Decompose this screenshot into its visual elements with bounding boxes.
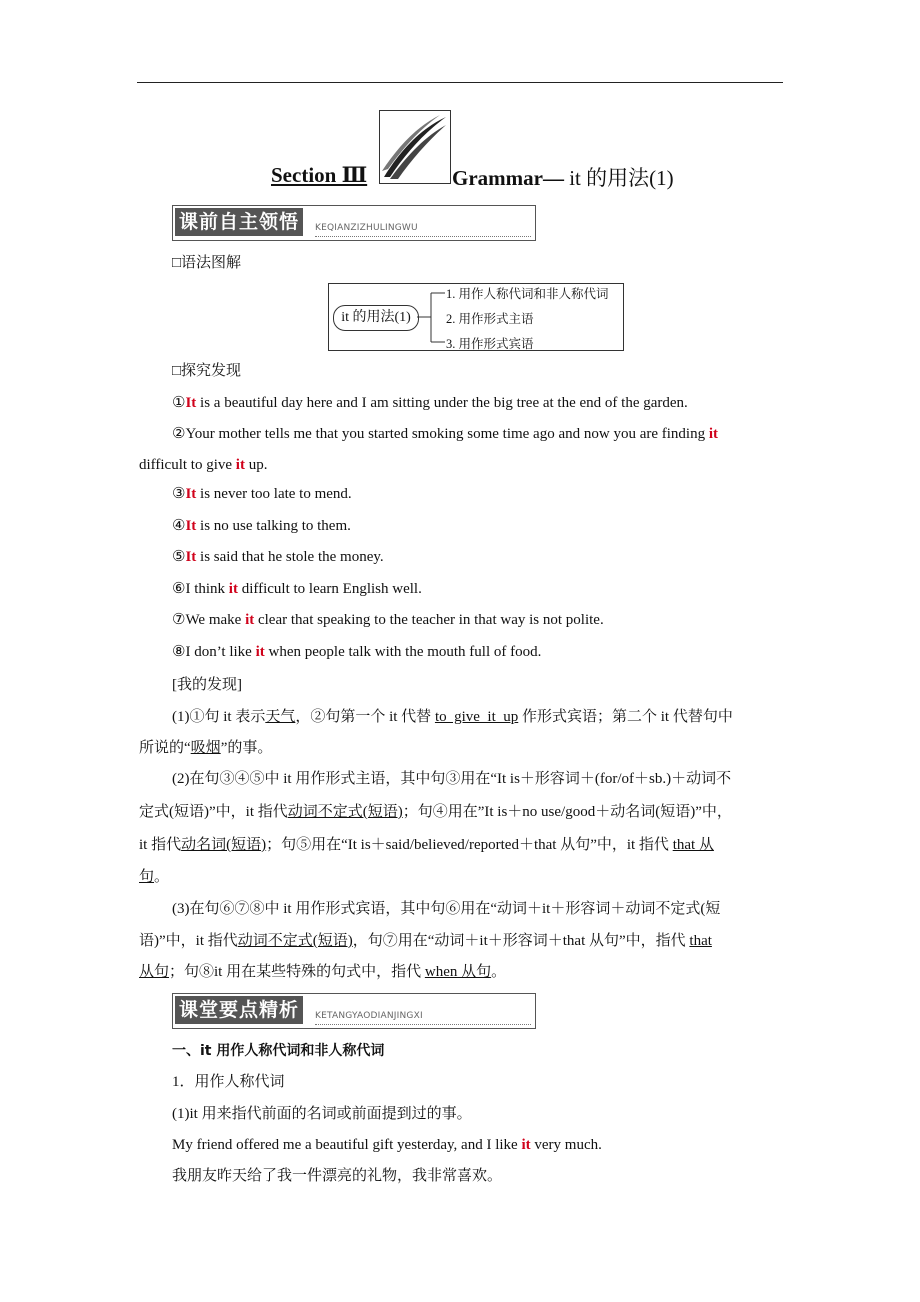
title-section: Section Ⅲ [271, 163, 368, 187]
banner-inclass [172, 993, 536, 1029]
banner-pinyin: KETANGYAODIANJINGXI [315, 1011, 423, 1021]
section-1-heading: 一、it 用作人称代词和非人称代词 [172, 1043, 385, 1059]
discovery-3-line-3: 从句；句⑧it 用在某些特殊的句式中，指代 when 从句。 [139, 964, 507, 980]
sub-1-example: My friend offered me a beautiful gift yesterday, and I like it very much. [172, 1137, 602, 1153]
sub-1-text: (1)it 用来指代前面的名词或前面提到过的事。 [172, 1106, 472, 1122]
banner-label: 课堂要点精析 [175, 996, 303, 1024]
discovery-heading: [我的发现] [172, 677, 242, 693]
banner-dots [315, 1024, 531, 1025]
grammar-diagram-heading: □语法图解 [172, 255, 242, 271]
example-5: ⑤It is said that he stole the money. [172, 549, 384, 565]
discovery-1-line-2: 所说的“吸烟”的事。 [139, 740, 273, 756]
discovery-2-line-1: (2)在句③④⑤中 it 用作形式主语，其中句③用在“It is＋形容词＋(for/of＋sb.)＋动词不 [172, 771, 732, 787]
banner-label: 课前自主领悟 [175, 208, 303, 236]
discovery-3-line-2: 语)”中，it 指代动词不定式(短语)，句⑦用在“动词＋it＋形容词＋that 从句”中，指代 that [139, 933, 712, 949]
discovery-1-line-1: (1)①句 it 表示天气，②句第一个 it 代替 to give it up 作形式宾语；第二个 it 代替句中 [172, 709, 733, 725]
example-2-cont: difficult to give it up. [139, 457, 268, 473]
diagram-branch-1: 1. 用作人称代词和非人称代词 [446, 287, 609, 301]
discovery-2-line-2: 定式(短语)”中，it 指代动词不定式(短语)；句④用在”It is＋no use/good＋动名词(短语)”中， [139, 804, 732, 820]
example-6: ⑥I think it difficult to learn English well. [172, 581, 422, 597]
sub-1-translation: 我朋友昨天给了我一件漂亮的礼物，我非常喜欢。 [172, 1168, 503, 1184]
title-row [137, 108, 783, 188]
grammar-diagram [328, 283, 624, 351]
banner-dots [315, 236, 531, 237]
title-grammar: Grammar— it 的用法(1) [452, 166, 674, 190]
discovery-2-line-4: 句。 [139, 869, 170, 885]
swoosh-logo-image [379, 110, 451, 184]
example-8: ⑧I don’t like it when people talk with the mouth full of food. [172, 644, 542, 660]
diagram-branch-2: 2. 用作形式主语 [446, 312, 534, 326]
explore-heading: □探究发现 [172, 363, 242, 379]
diagram-root: it 的用法(1) [333, 305, 419, 331]
example-4: ④It is no use talking to them. [172, 518, 351, 534]
banner-pinyin: KEQIANZIZHULINGWU [315, 223, 418, 233]
example-7: ⑦We make it clear that speaking to the teacher in that way is not polite. [172, 612, 604, 628]
discovery-2-line-3: it 指代动名词(短语)；句⑤用在“It is＋said/believed/reported＋that 从句”中，it 指代 that 从 [139, 837, 714, 853]
diagram-bracket [417, 284, 449, 352]
example-1: ①It is a beautiful day here and I am sitting under the big tree at the end of the garden. [172, 395, 688, 411]
header-rule [137, 82, 783, 83]
banner-preclass [172, 205, 536, 241]
discovery-3-line-1: (3)在句⑥⑦⑧中 it 用作形式宾语，其中句⑥用在“动词＋it＋形容词＋动词不定式(短 [172, 901, 721, 917]
sub-1-heading: 1．用作人称代词 [172, 1074, 285, 1090]
example-2: ②Your mother tells me that you started smoking some time ago and now you are finding it [172, 426, 719, 442]
diagram-branch-3: 3. 用作形式宾语 [446, 337, 534, 351]
example-3: ③It is never too late to mend. [172, 486, 352, 502]
